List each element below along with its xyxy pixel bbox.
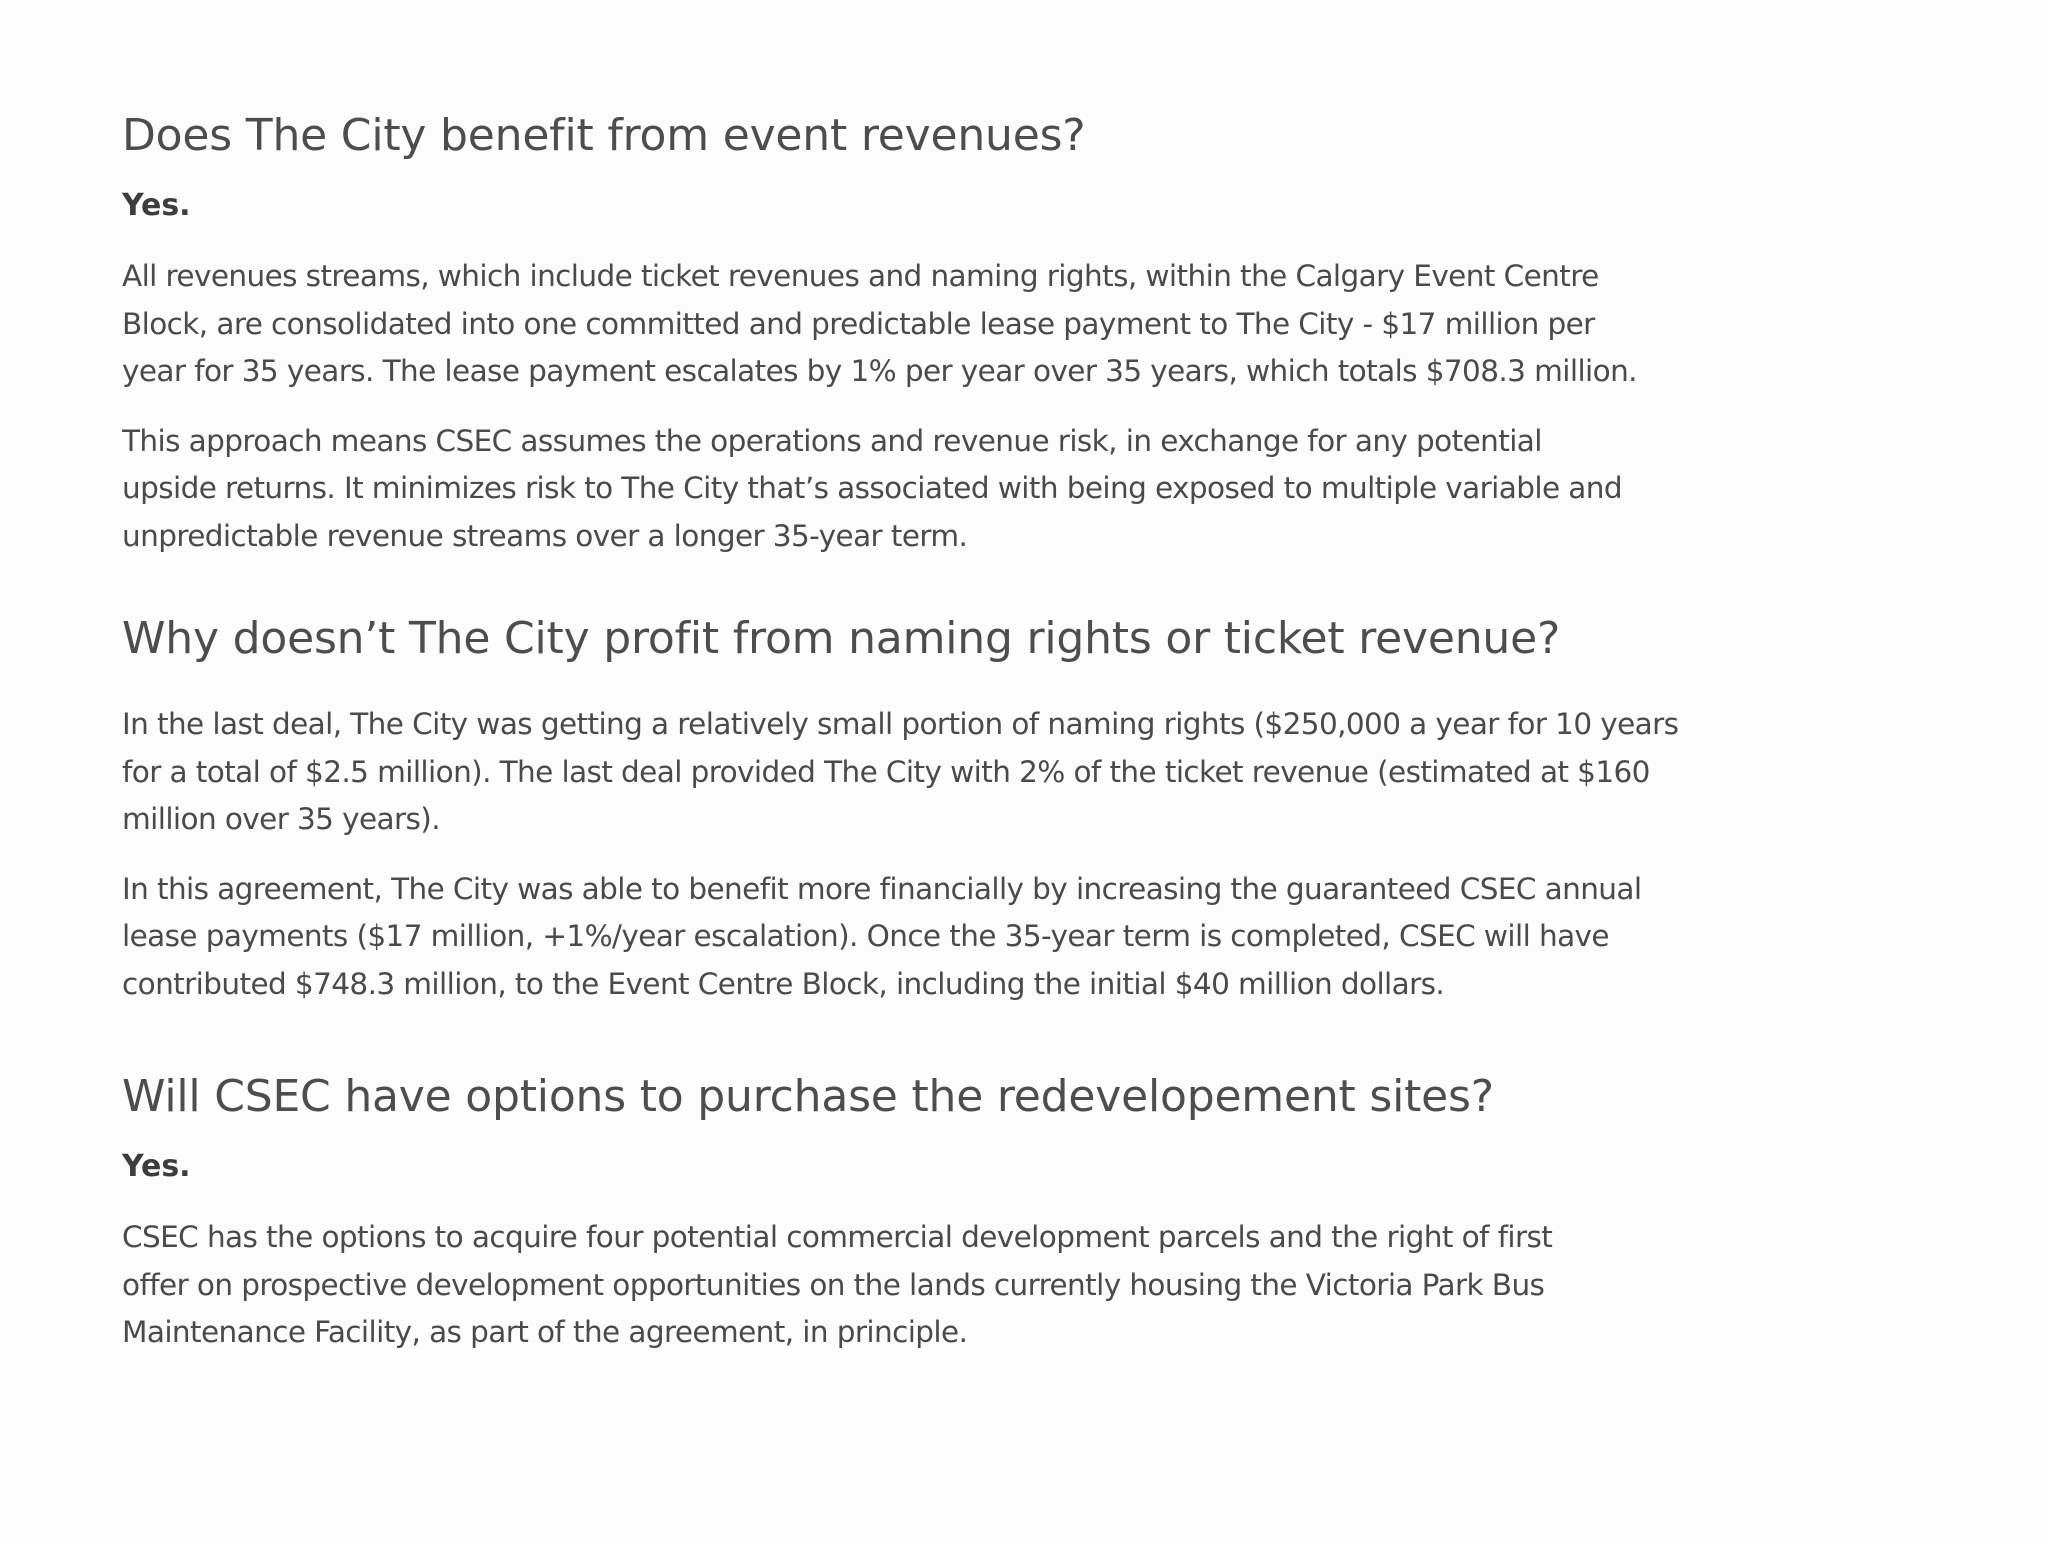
faq-section-redevelopment-sites xyxy=(122,1069,1802,1357)
paragraph xyxy=(122,1214,1802,1357)
paragraph-line: All revenues streams, which include ticket revenues and naming rights, within the Calgary Event Centre xyxy=(122,259,1599,293)
section-answer: Yes. xyxy=(122,188,191,223)
paragraph-line: contributed $748.3 million, to the Event Centre Block, including the initial $40 million dollars. xyxy=(122,966,1445,1001)
document-content xyxy=(122,108,1802,1357)
paragraph xyxy=(122,866,1802,1009)
paragraph-line: CSEC has the options to acquire four potential commercial development parcels and the right of first xyxy=(122,1220,1553,1254)
paragraph xyxy=(122,418,1802,561)
paragraph-line: million over 35 years). xyxy=(122,802,440,836)
paragraph-line: This approach means CSEC assumes the operations and revenue risk, in exchange for any potential xyxy=(122,423,1542,458)
paragraph-line: lease payments ($17 million, +1%/year escalation). Once the 35-year term is completed, CSEC will have xyxy=(122,919,1609,953)
faq-section-naming-rights xyxy=(122,611,1802,1008)
paragraph-line: unpredictable revenue streams over a longer 35-year term. xyxy=(122,518,968,553)
paragraph-line: offer on prospective development opportunities on the lands currently housing the Victoria Park Bus xyxy=(122,1267,1545,1302)
paragraph-line: Block, are consolidated into one committed and predictable lease payment to The City - $17 million per xyxy=(122,306,1595,341)
paragraph-line: upside returns. It minimizes risk to The City that’s associated with being exposed to multiple variable and xyxy=(122,471,1622,505)
faq-section-event-revenues xyxy=(122,108,1802,560)
section-heading: Does The City benefit from event revenues? xyxy=(122,110,1086,161)
paragraph xyxy=(122,253,1802,396)
paragraph-line: Maintenance Facility, as part of the agreement, in principle. xyxy=(122,1315,968,1349)
paragraph-line: In this agreement, The City was able to benefit more financially by increasing the guaranteed CSEC annual xyxy=(122,871,1642,906)
paragraph-line: for a total of $2.5 million). The last deal provided The City with 2% of the ticket revenue (estimated at $160 xyxy=(122,754,1650,789)
paragraph-line: year for 35 years. The lease payment escalates by 1% per year over 35 years, which totals $708.3 million. xyxy=(122,354,1637,388)
section-heading: Will CSEC have options to purchase the redevelopement sites? xyxy=(122,1071,1494,1122)
paragraph xyxy=(122,701,1802,844)
section-heading: Why doesn’t The City profit from naming rights or ticket revenue? xyxy=(122,613,1561,664)
paragraph-line: In the last deal, The City was getting a relatively small portion of naming rights ($250,000 a year for 10 years xyxy=(122,707,1679,741)
section-answer: Yes. xyxy=(122,1149,191,1184)
